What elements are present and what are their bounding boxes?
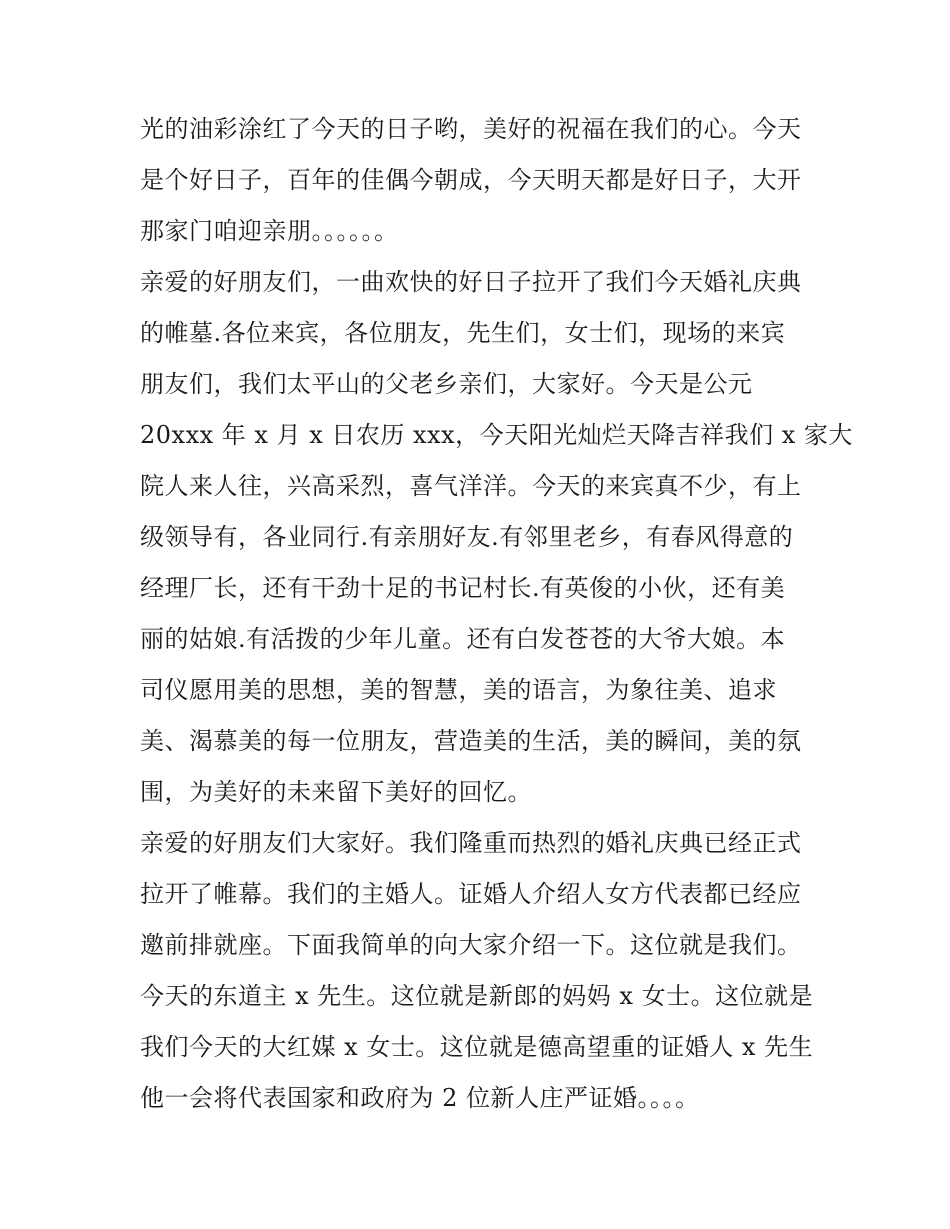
text-line: 那家门咱迎亲朋。。。。。。: [140, 217, 399, 245]
text-line: 20xxx 年 x 月 x 日农历 xxx，今天阳光灿烂天降吉祥我们 x 家大: [140, 421, 853, 449]
text-line: 亲爱的好朋友们，一曲欢快的好日子拉开了我们今天婚礼庆典: [140, 268, 802, 296]
text-line: 经理厂长，还有干劲十足的书记村长.有英俊的小伙，还有美: [140, 574, 786, 602]
text-line: 亲爱的好朋友们大家好。我们隆重而热烈的婚礼庆典已经正式: [140, 829, 802, 857]
text-line: 光的油彩涂红了今天的日子哟，美好的祝福在我们的心。今天: [140, 115, 802, 143]
text-line: 美、渴慕美的每一位朋友，营造美的生活，美的瞬间，美的氛: [140, 727, 802, 755]
text-line: 我们今天的大红媒 x 女士。这位就是德高望重的证婚人 x 先生: [140, 1033, 814, 1061]
text-line: 邀前排就座。下面我简单的向大家介绍一下。这位就是我们。: [140, 931, 802, 959]
text-line: 院人来人往，兴高采烈，喜气洋洋。今天的来宾真不少，有上: [140, 472, 802, 500]
text-line: 今天的东道主 x 先生。这位就是新郎的妈妈 x 女士。这位就是: [140, 982, 814, 1010]
text-line: 朋友们，我们太平山的父老乡亲们，大家好。今天是公元: [140, 370, 753, 398]
text-line: 丽的姑娘.有活拨的少年儿童。还有白发苍苍的大爷大娘。本: [140, 625, 786, 653]
text-line: 级领导有，各业同行.有亲朋好友.有邻里老乡，有春风得意的: [140, 523, 794, 551]
document-body: [140, 104, 853, 1124]
text-line: 司仪愿用美的思想，美的智慧，美的语言，为象往美、追求: [140, 676, 777, 704]
text-line: 围，为美好的未来留下美好的回忆。: [140, 778, 532, 806]
text-line: 是个好日子，百年的佳偶今朝成，今天明天都是好日子，大开: [140, 166, 802, 194]
text-line: 他一会将代表国家和政府为 2 位新人庄严证婚。。。。: [140, 1084, 700, 1112]
text-line: 的帷墓.各位来宾，各位朋友，先生们，女士们，现场的来宾: [140, 319, 786, 347]
text-line: 拉开了帷幕。我们的主婚人。证婚人介绍人女方代表都已经应: [140, 880, 802, 908]
